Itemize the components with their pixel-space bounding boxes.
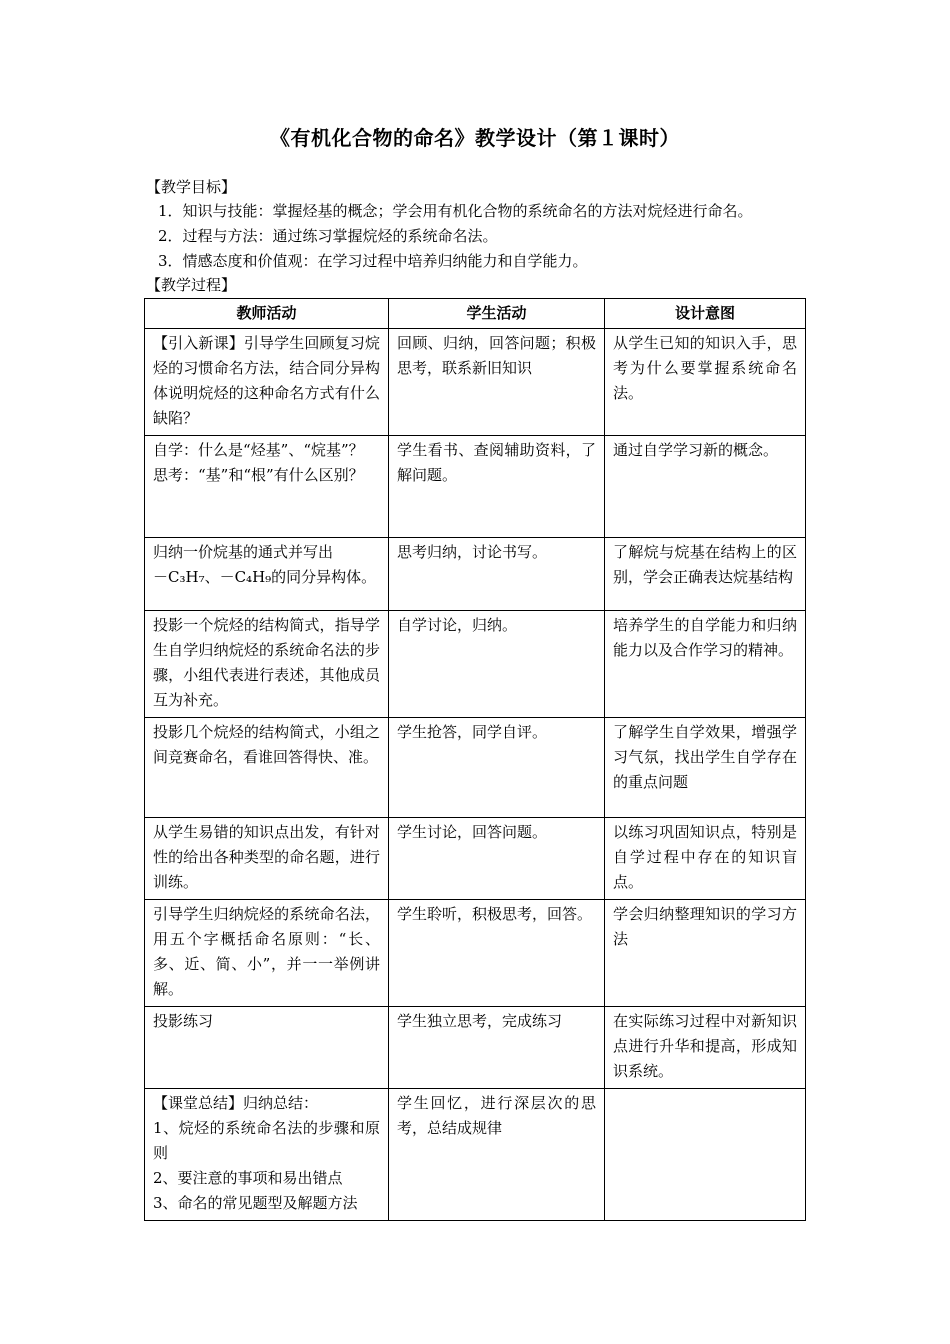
cell-text: 【课堂总结】归纳总结： xyxy=(153,1094,319,1112)
cell-text: 思考：“基”和“根”有什么区别？ xyxy=(153,466,364,484)
objectives-heading: 【教学目标】 xyxy=(146,178,237,196)
table-row xyxy=(145,538,806,611)
cell-text: 2、要注意的事项和易出错点 xyxy=(153,1169,343,1187)
teacher-activity-cell xyxy=(145,818,389,900)
teacher-activity-cell xyxy=(145,718,389,818)
cell-text: 学会归纳整理知识的学习方法 xyxy=(613,905,797,948)
cell-text: 通过自学学习新的概念。 xyxy=(613,441,779,459)
cell-text: 3、命名的常见题型及解题方法 xyxy=(153,1194,358,1212)
cell-text: －C₃H₇、－C₄H₉的同分异构体。 xyxy=(153,568,377,586)
design-intent-cell xyxy=(605,718,806,818)
objective-item-2: 2．过程与方法：通过练习掌握烷烃的系统命名法。 xyxy=(158,227,498,245)
table-row xyxy=(145,329,806,436)
teacher-activity-cell xyxy=(145,900,389,1007)
teacher-activity-cell xyxy=(145,1089,389,1221)
cell-text: 思考归纳，讨论书写。 xyxy=(397,543,548,561)
cell-text: 归纳一价烷基的通式并写出 xyxy=(153,543,334,561)
student-activity-cell xyxy=(389,718,605,818)
student-activity-cell xyxy=(389,329,605,436)
student-activity-cell xyxy=(389,1089,605,1221)
design-intent-cell xyxy=(605,329,806,436)
cell-text: 引导学生归纳烷烃的系统命名法，用五个字概括命名原则：“长、多、近、简、小”，并一一举例讲解。 xyxy=(153,905,380,998)
teacher-activity-cell xyxy=(145,436,389,538)
cell-text: 学生聆听，积极思考，回答。 xyxy=(397,905,593,923)
student-activity-cell xyxy=(389,1007,605,1089)
cell-text: 投影几个烷烃的结构简式，小组之间竞赛命名，看谁回答得快、准。 xyxy=(153,723,380,766)
table-row xyxy=(145,1007,806,1089)
student-activity-cell xyxy=(389,900,605,1007)
cell-text: 自学：什么是“烃基”、“烷基”？ xyxy=(153,441,364,459)
cell-text: 学生独立思考，完成练习 xyxy=(397,1012,563,1030)
table-row xyxy=(145,611,806,718)
table-row xyxy=(145,818,806,900)
design-intent-cell xyxy=(605,436,806,538)
teacher-activity-cell xyxy=(145,1007,389,1089)
design-intent-cell xyxy=(605,1089,806,1221)
cell-text: 学生抢答，同学自评。 xyxy=(397,723,548,741)
column-header-student: 学生活动 xyxy=(389,299,605,329)
column-header-teacher: 教师活动 xyxy=(145,299,389,329)
design-intent-cell xyxy=(605,538,806,611)
teacher-activity-cell xyxy=(145,538,389,611)
student-activity-cell xyxy=(389,611,605,718)
table-row xyxy=(145,718,806,818)
table-header-row xyxy=(145,299,806,329)
design-intent-cell xyxy=(605,900,806,1007)
student-activity-cell xyxy=(389,818,605,900)
cell-text: 从学生易错的知识点出发，有针对性的给出各种类型的命名题，进行训练。 xyxy=(153,823,380,891)
cell-text: 了解烷与烷基在结构上的区别，学会正确表达烷基结构 xyxy=(613,543,797,586)
student-activity-cell xyxy=(389,538,605,611)
teacher-activity-cell xyxy=(145,329,389,436)
cell-text: 投影练习 xyxy=(153,1012,214,1030)
table-row xyxy=(145,900,806,1007)
cell-text: 学生讨论，回答问题。 xyxy=(397,823,548,841)
student-activity-cell xyxy=(389,436,605,538)
cell-text: 自学讨论，归纳。 xyxy=(397,616,518,634)
cell-text: 培养学生的自学能力和归纳能力以及合作学习的精神。 xyxy=(613,616,797,659)
cell-text: 从学生已知的知识入手，思考为什么要掌握系统命名法。 xyxy=(613,334,797,402)
document-title: 《有机化合物的命名》教学设计（第１课时） xyxy=(270,126,680,150)
column-header-intent: 设计意图 xyxy=(605,299,806,329)
cell-text: 1、烷烃的系统命名法的步骤和原则 xyxy=(153,1119,380,1162)
cell-text: 以练习巩固知识点，特别是自学过程中存在的知识盲点。 xyxy=(613,823,797,891)
process-table xyxy=(144,298,806,1221)
design-intent-cell xyxy=(605,1007,806,1089)
cell-text: 学生看书、查阅辅助资料，了解问题。 xyxy=(397,441,596,484)
objective-item-1: 1．知识与技能：掌握烃基的概念；学会用有机化合物的系统命名的方法对烷烃进行命名。 xyxy=(158,202,753,220)
process-heading: 【教学过程】 xyxy=(146,276,237,294)
table-row xyxy=(145,436,806,538)
design-intent-cell xyxy=(605,818,806,900)
cell-text: 回顾、归纳，回答问题；积极思考，联系新旧知识 xyxy=(397,334,596,377)
cell-text: 投影一个烷烃的结构简式，指导学生自学归纳烷烃的系统命名法的步骤，小组代表进行表述，其他成员互为补充。 xyxy=(153,616,380,709)
objective-item-3: 3．情感态度和价值观：在学习过程中培养归纳能力和自学能力。 xyxy=(158,252,588,270)
cell-text: 了解学生自学效果，增强学习气氛，找出学生自学存在的重点问题 xyxy=(613,723,797,791)
cell-text: 在实际练习过程中对新知识点进行升华和提高，形成知识系统。 xyxy=(613,1012,797,1080)
design-intent-cell xyxy=(605,611,806,718)
cell-text: 学生回忆，进行深层次的思考，总结成规律 xyxy=(397,1094,596,1137)
cell-text: 【引入新课】引导学生回顾复习烷烃的习惯命名方法，结合同分异构体说明烷烃的这种命名方式有什么缺陷？ xyxy=(153,334,380,427)
table-row xyxy=(145,1089,806,1221)
teacher-activity-cell xyxy=(145,611,389,718)
